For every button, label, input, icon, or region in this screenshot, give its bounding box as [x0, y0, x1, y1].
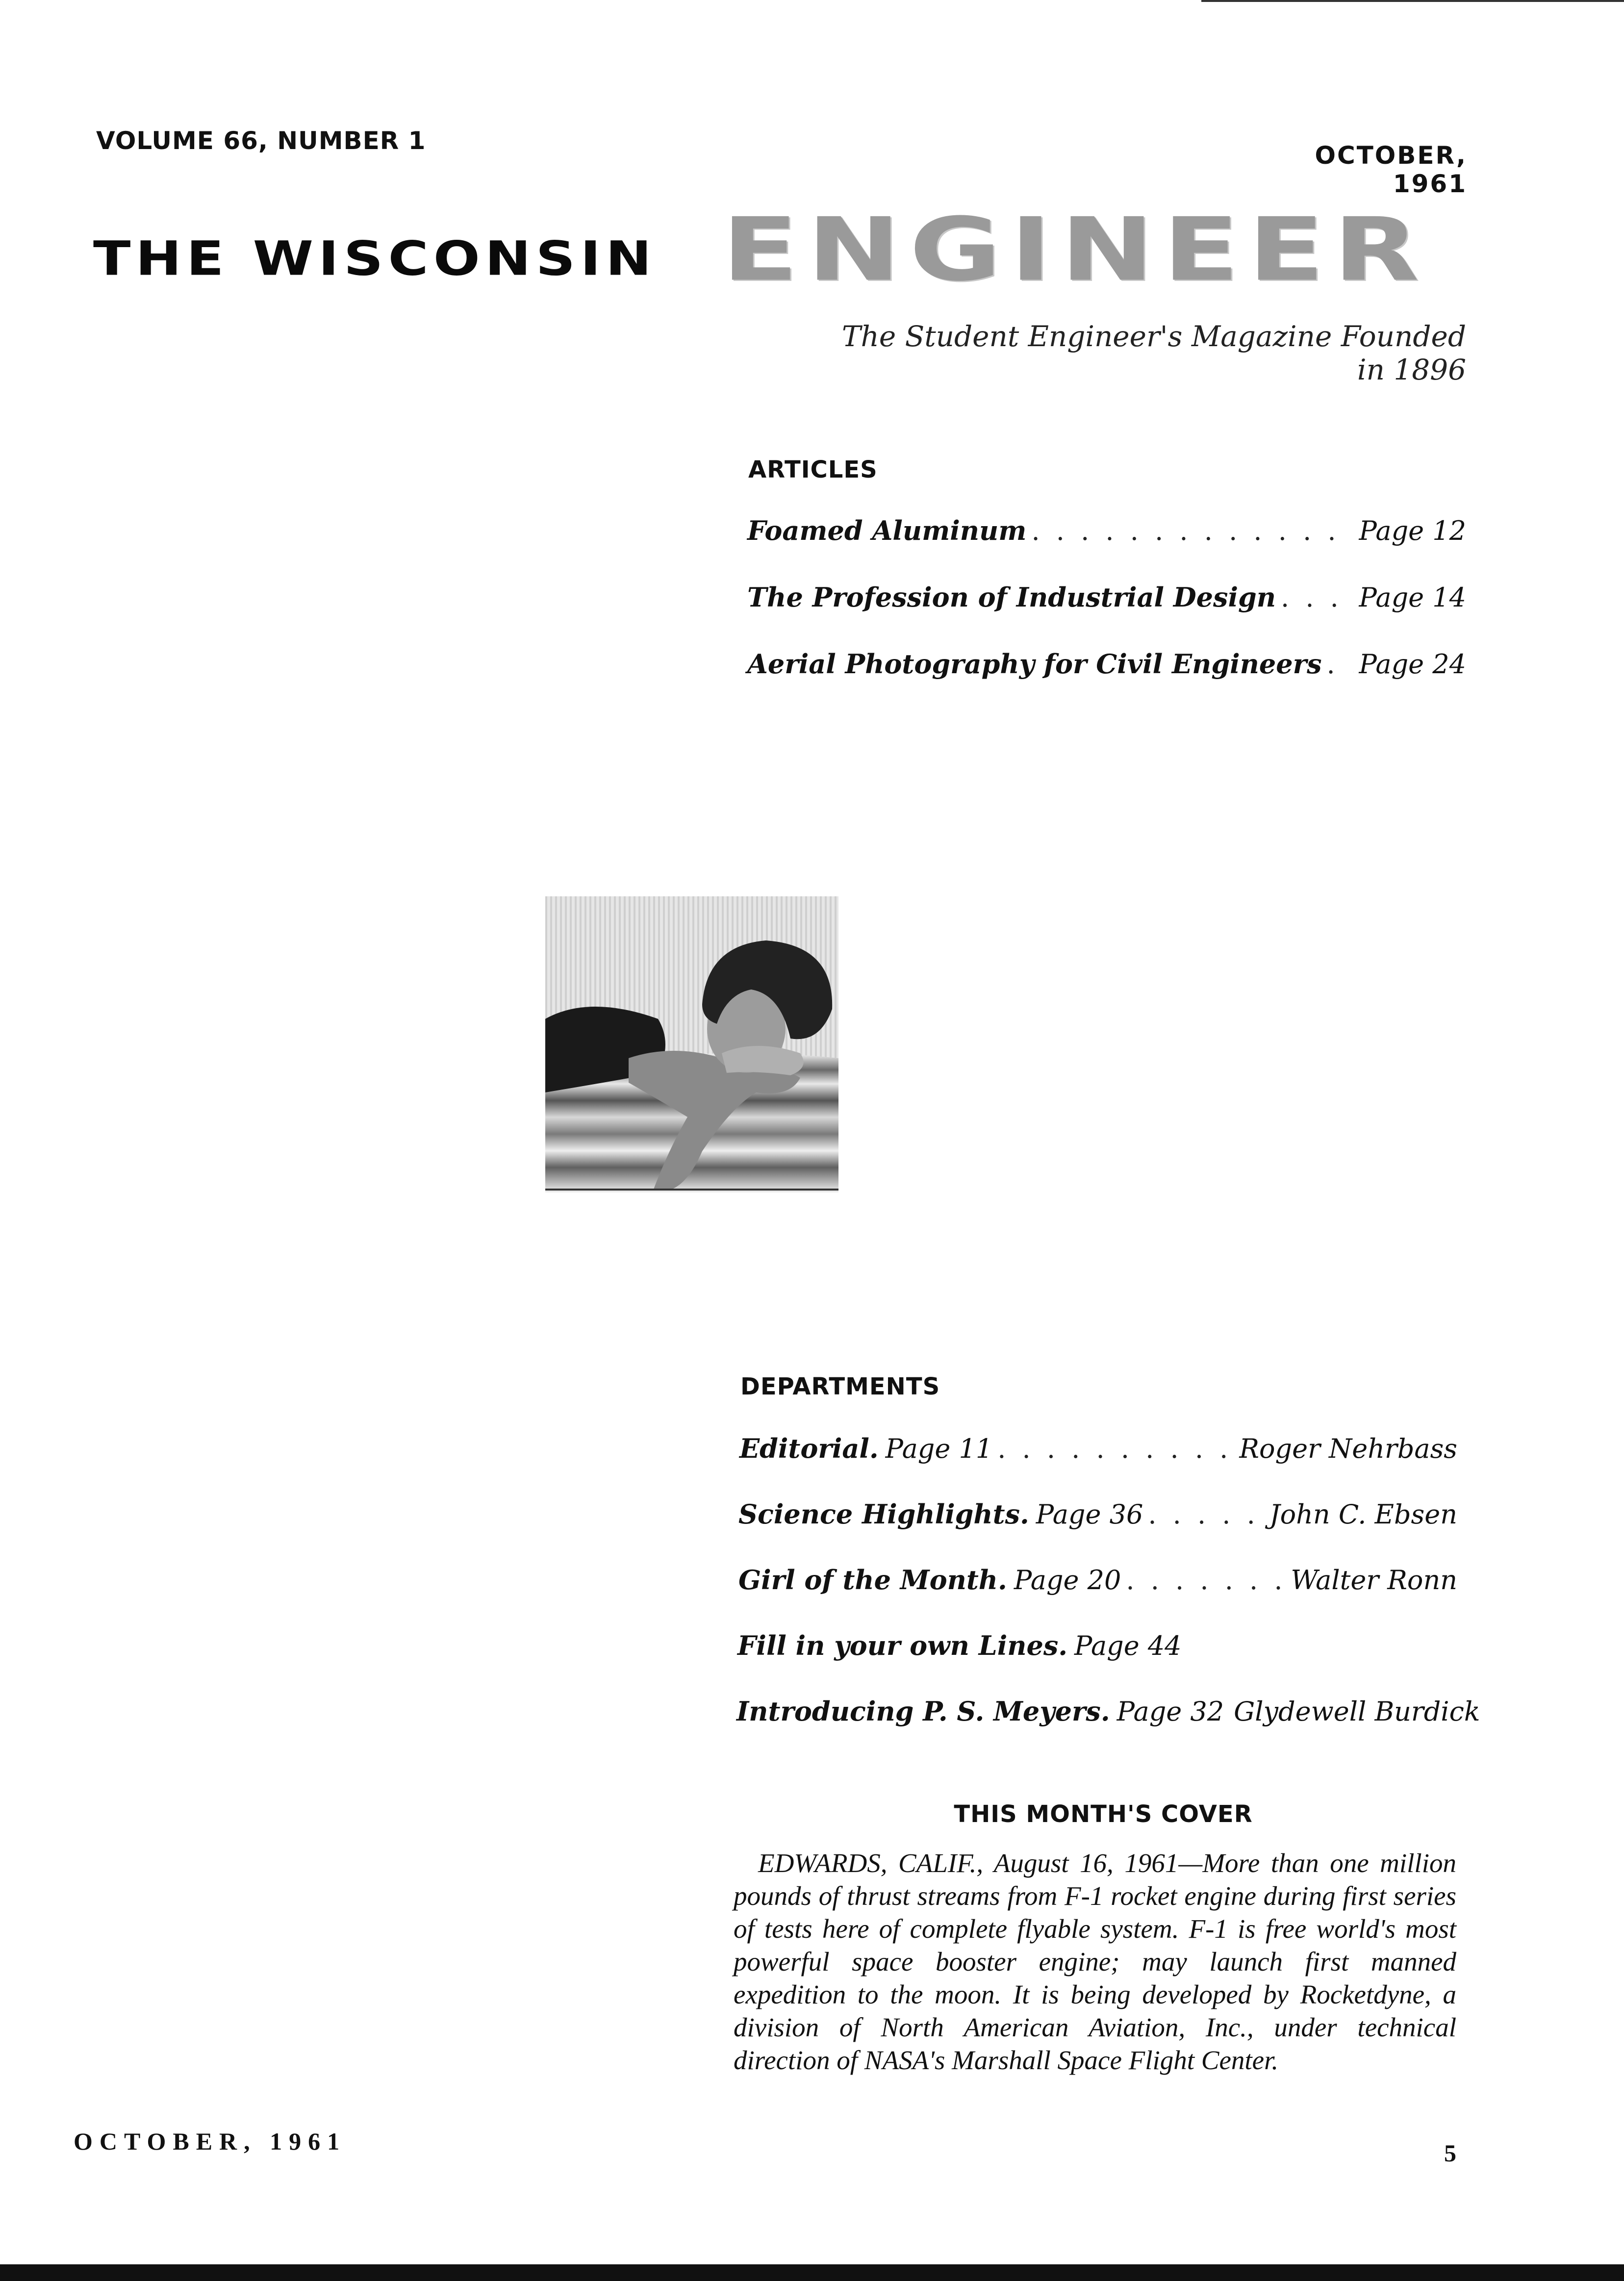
article-row — [747, 582, 1466, 613]
top-rule — [1201, 0, 1624, 2]
department-row — [736, 1696, 1480, 1727]
articles-heading: ARTICLES — [748, 456, 878, 483]
article-title: The Profession of Industrial Design — [747, 582, 1276, 613]
cover-description: EDWARDS, CALIF., August 16, 1961—More than one million pounds of thrust streams from F-1 rocket engine during first series of tests here of complete flyable system. F-1 is free world's most powerful space booster engine; may launch first manned expedition to the moon. It is being developed by Rocketdyne, a division of North American Aviation, Inc., under technical direction of NASA's Marshall Space Flight Center. — [734, 1848, 1456, 2075]
photo-illustration — [545, 896, 838, 1192]
leader-dots — [1326, 649, 1354, 680]
article-row — [747, 648, 1466, 680]
department-title: Fill in your own Lines. — [737, 1630, 1068, 1661]
article-title: Foamed Aluminum — [747, 515, 1027, 546]
article-page: Page 12 — [1359, 515, 1466, 546]
masthead-the-wisconsin: THE WISCONSIN — [93, 231, 657, 286]
department-row — [738, 1564, 1457, 1596]
issue-date: OCTOBER, 1961 — [1315, 141, 1467, 198]
girl-of-the-month-photo — [545, 896, 838, 1192]
leader-dots — [1148, 1499, 1265, 1530]
department-page: Page 11 — [885, 1433, 993, 1464]
department-row — [737, 1630, 1182, 1661]
article-page: Page 24 — [1359, 649, 1466, 680]
department-title: Girl of the Month. — [738, 1564, 1007, 1596]
leader-dots — [1281, 582, 1354, 613]
department-page: Page 32 — [1116, 1696, 1224, 1727]
leader-dots — [997, 1433, 1234, 1464]
cover-heading: THIS MONTH'S COVER — [954, 1800, 1253, 1828]
department-row — [738, 1498, 1457, 1530]
department-author: John C. Ebsen — [1269, 1499, 1457, 1530]
leader-dots — [1031, 515, 1354, 546]
leader-dots — [1126, 1565, 1286, 1596]
volume-number: VOLUME 66, NUMBER 1 — [96, 127, 426, 155]
department-author: Glydewell Burdick — [1234, 1696, 1480, 1727]
page-number: 5 — [1444, 2139, 1456, 2167]
masthead-engineer: ENGINEER — [722, 199, 1428, 301]
department-title: Science Highlights. — [738, 1498, 1029, 1530]
department-page: Page 36 — [1036, 1499, 1143, 1530]
department-title: Introducing P. S. Meyers. — [736, 1696, 1110, 1727]
department-author: Roger Nehrbass — [1239, 1433, 1457, 1464]
tagline: The Student Engineer's Magazine Founded in 1896 — [841, 320, 1466, 386]
footer-date: OCTOBER, 1961 — [74, 2128, 347, 2155]
bottom-border — [0, 2264, 1624, 2281]
departments-heading: DEPARTMENTS — [740, 1373, 940, 1400]
article-page: Page 14 — [1359, 582, 1466, 613]
article-title: Aerial Photography for Civil Engineers — [747, 648, 1322, 680]
department-row — [739, 1433, 1457, 1464]
department-author: Walter Ronn — [1291, 1565, 1457, 1596]
department-title: Editorial. — [739, 1433, 879, 1464]
article-row — [747, 515, 1466, 546]
department-page: Page 20 — [1014, 1565, 1121, 1596]
department-page: Page 44 — [1074, 1630, 1182, 1661]
